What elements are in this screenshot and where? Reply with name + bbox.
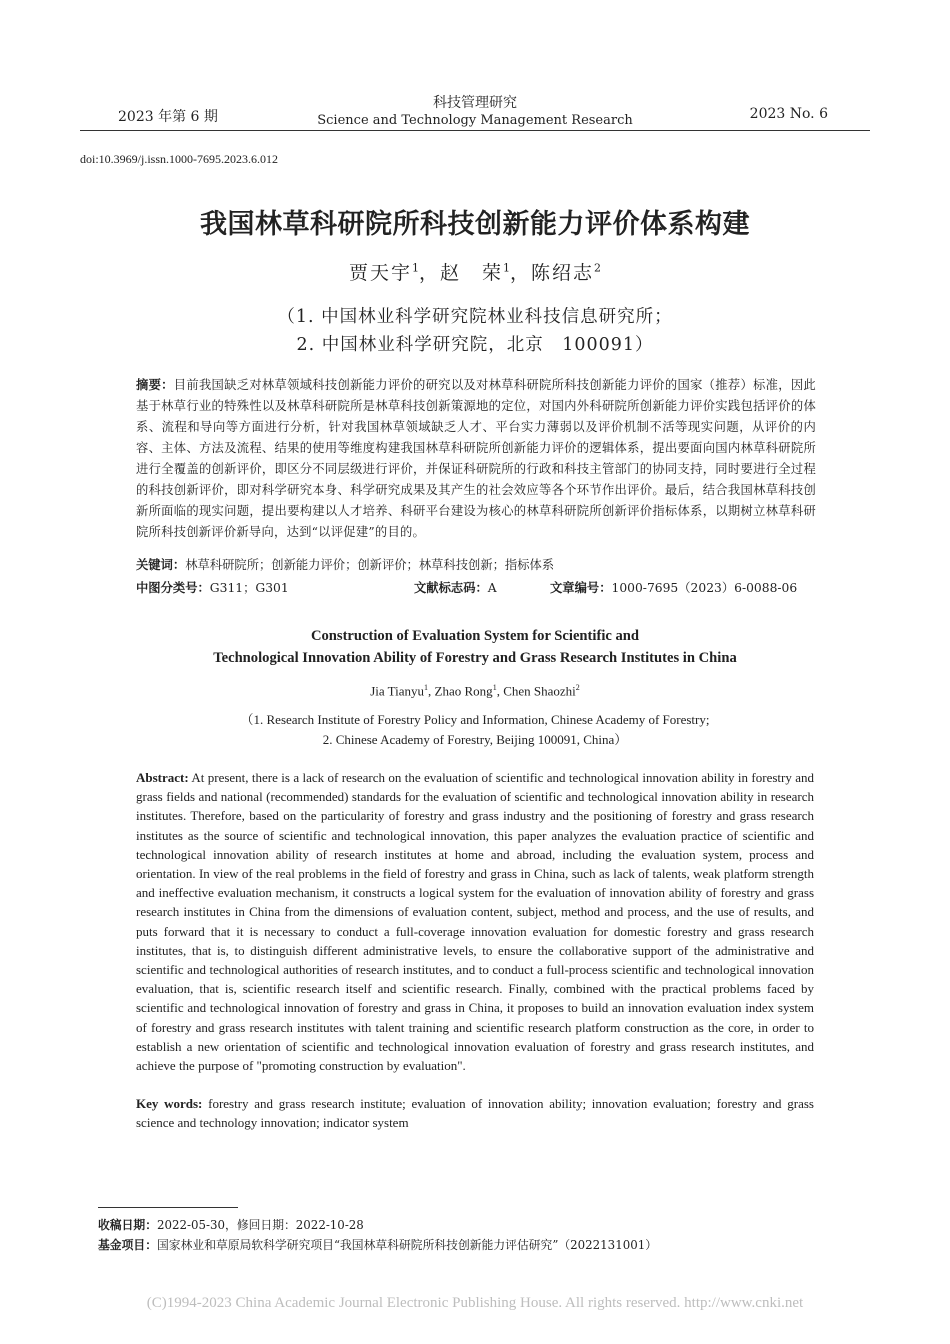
paper-title-en [80, 625, 870, 669]
header-divider [80, 130, 870, 131]
document-code-value: A [487, 581, 497, 595]
keywords-en [136, 1094, 814, 1132]
title-en-line: Technological Innovation Ability of Forestry and Grass Research Institutes in China [213, 650, 737, 666]
document-code-field [414, 578, 497, 598]
affiliation-marker: 1 [411, 261, 419, 275]
author-separator: , [428, 683, 435, 699]
abstract-cn [136, 375, 816, 543]
affiliation-marker: 1 [503, 261, 510, 275]
article-number-label: 文章编号： [550, 581, 612, 595]
author-list-cn [80, 258, 870, 285]
received-label: 收稿日期： [98, 1218, 157, 1232]
affiliation-marker: 2 [594, 261, 602, 275]
affiliation-marker: 2 [575, 683, 580, 692]
author-name: 陈绍志 [531, 262, 595, 284]
author-separator: ， [418, 262, 440, 284]
article-number-value: 1000-7695（2023）6-0088-06 [611, 581, 798, 595]
abstract-label-cn: 摘要： [136, 378, 174, 392]
document-code-label: 文献标志码： [414, 581, 488, 595]
affiliations-cn [80, 303, 870, 359]
keywords-cn [136, 555, 816, 576]
copyright-watermark: (C)1994-2023 China Academic Journal Electronic Publishing House. All rights reserved. http://www.cnki.net [146, 1295, 804, 1311]
paper-title-cn: 我国林草科研院所科技创新能力评价体系构建 [200, 209, 750, 240]
title-en-line: Construction of Evaluation System for Scientific and [310, 628, 640, 644]
author-name: Jia Tianyu [370, 683, 425, 699]
author-separator: ， [510, 262, 532, 284]
keywords-label-cn: 关键词： [136, 558, 186, 572]
footnote-divider [98, 1207, 238, 1208]
affiliations-en [80, 710, 870, 750]
received-value: 2022-05-30，修回日期：2022-10-28 [157, 1218, 364, 1232]
affiliation-line: （1. 中国林业科学研究院林业科技信息研究所； [277, 307, 673, 327]
journal-name-en: Science and Technology Management Research [317, 113, 633, 128]
clc-field [136, 578, 289, 598]
journal-name-cn: 科技管理研究 [433, 95, 517, 111]
keywords-text-cn: 林草科研院所；创新能力评价；创新评价；林草科技创新；指标体系 [185, 558, 555, 572]
clc-label: 中图分类号： [136, 581, 210, 595]
affiliation-marker: 1 [492, 683, 497, 692]
clc-value: G311；G301 [209, 581, 289, 595]
keywords-label-en: Key words: [136, 1096, 203, 1111]
affiliation-line: 2. Chinese Academy of Forestry, Beijing 100091, China） [322, 732, 628, 747]
author-list-en [80, 683, 870, 699]
abstract-label-en: Abstract: [136, 770, 189, 785]
affiliation-line: （1. Research Institute of Forestry Policy and Information, Chinese Academy of Forestry; [240, 712, 710, 727]
abstract-text-en: At present, there is a lack of research on the evaluation of scientific and technological innovation ability in forestry and grass fields and national (recommended) standards for the evaluation of scientific and technological innovation ability in research institutes. Therefore, based on the particularity of forestry and grass industry and the positioning of forestry and grass research institutes as the source of scientific and technological innovation, this paper analyzes the evaluation practice of scientific and technological innovation ability of research institutes at home and abroad, including the evaluation system, process and orientation. In view of the real problems in the field of forestry and grass in China, such as lack of talents, weak platform strength and ineffective evaluation mechanism, it constructs a logical system for the evaluation of innovation ability of forestry and grass research institutes in China from the dimensions of evaluation content, subject, method and process, and the use of results, and puts forward that it is necessary to conduct a full-coverage innovation evaluation for domestic forestry and grass research institutes, that is, to distinguish different administrative levels, to ensure the collaborative support of the administrative and scientific and technological authorities of research institutes, and to conduct a full-process scientific and technological innovation evaluation, that is, scientific research itself and scientific research. Finally, combined with the practical problems faced by scientific and technological innovation of forestry and grass in China, it proposes to build an innovation evaluation index system of forestry and grass research institutes with talent training and scientific research platform construction as the core, in order to establish a new orientation of scientific and technological innovation evaluation of forestry and grass research institutes, and achieve the purpose of "promoting construction by evaluation". [136, 770, 814, 1074]
article-number-field [550, 578, 797, 598]
author-name: Zhao Rong [434, 683, 493, 699]
doi-line[interactable]: doi:10.3969/j.issn.1000-7695.2023.6.012 [80, 152, 279, 166]
abstract-text-cn: 目前我国缺乏对林草领域科技创新能力评价的研究以及对林草科研院所科技创新能力评价的国家（推荐）标准，因此基于林草行业的特殊性以及林草科研院所是林草科技创新策源地的定位，对国内外科研院所创新能力评价实践包括评价的体系、流程和导向等方面进行分析，针对我国林草领域缺乏人才、平台实力薄弱以及评价机制不活等现实问题，从评价的内容、主体、方法及流程、结果的使用等维度构建我国林草科研院所创新能力评价的逻辑体系，提出要面向国内林草科研院所进行全覆盖的创新评价，即区分不同层级进行评价，并保证科研院所的行政和科技主管部门的协同支持，同时要进行全过程的科技创新评价，即对科学研究本身、科学研究成果及其产生的社会效应等各个环节作出评价。最后，结合我国林草科技创新所面临的现实问题，提出要构建以人才培养、科研平台建设为核心的林草科研院所创新评价指标体系，以期树立林草科研院所科技创新评价新导向，达到“以评促建”的目的。 [136, 378, 816, 539]
affiliation-line: 2. 中国林业科学研究院，北京 100091） [296, 335, 654, 355]
author-separator: , [496, 683, 504, 699]
fund-label: 基金项目： [98, 1238, 157, 1252]
author-name: 贾天宇 [348, 262, 412, 284]
fund-value: 国家林业和草原局软科学研究项目“我国林草科研院所科技创新能力评估研究”（2022131001） [157, 1238, 658, 1252]
footnote-received [98, 1216, 858, 1235]
author-name: Chen Shaozhi [503, 683, 576, 699]
running-header-journal [300, 94, 650, 130]
running-header-issue-cn: 2023 年第 6 期 [118, 109, 218, 125]
running-header-issue-en: 2023 No. 6 [749, 106, 828, 122]
keywords-text-en: forestry and grass research institute; evaluation of innovation ability; innovation evaluation; forestry and grass science and technology innovation; indicator system [136, 1096, 814, 1131]
author-name: 赵 荣 [439, 262, 503, 284]
affiliation-marker: 1 [424, 683, 429, 692]
footnote-fund [98, 1236, 858, 1255]
abstract-en [136, 768, 814, 1075]
